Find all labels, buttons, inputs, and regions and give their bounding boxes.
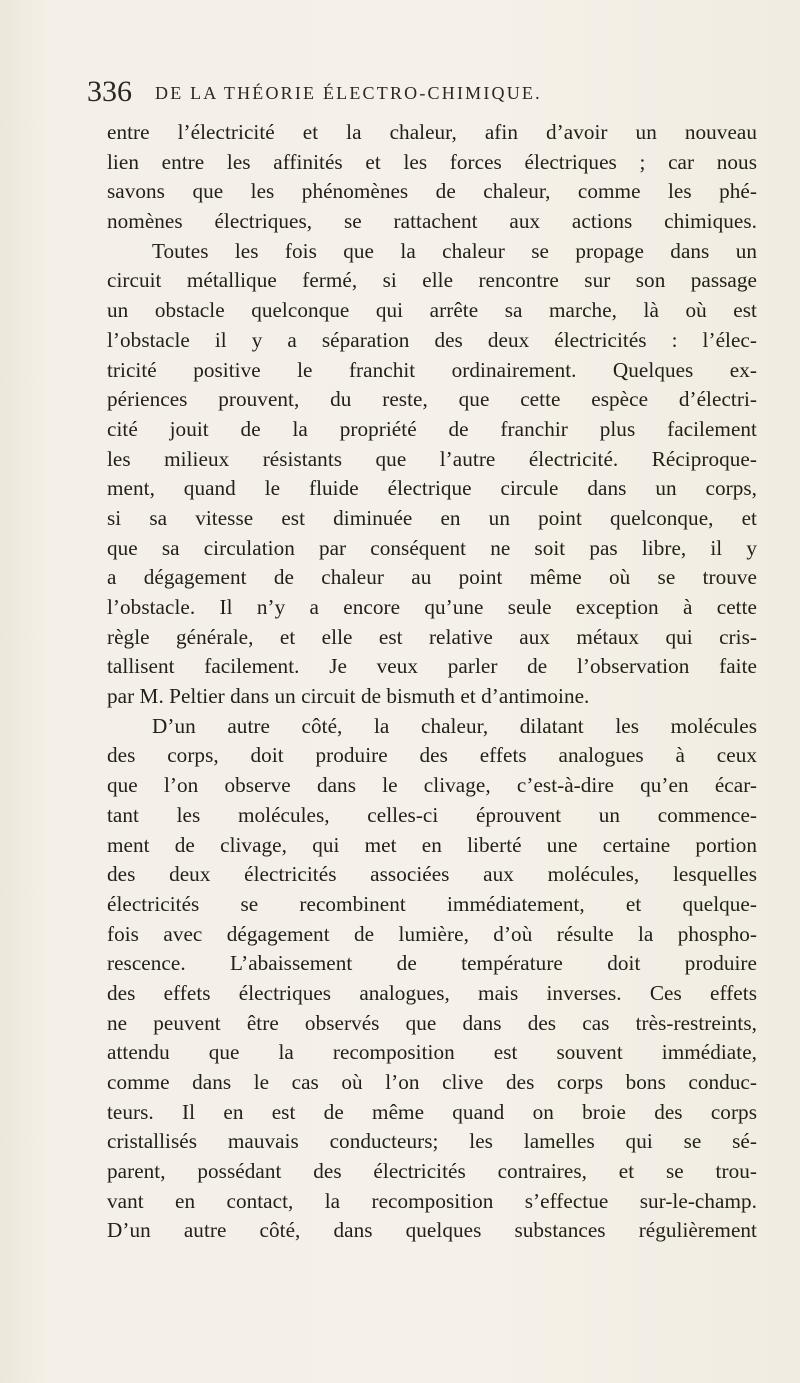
text-line: tallisent facilement. Je veux parler de l’observation faite bbox=[107, 654, 757, 679]
text-line: D’un autre côté, dans quelques substances régulièrement bbox=[107, 1218, 757, 1243]
text-line: cristallisés mauvais conducteurs; les lamelles qui se sé- bbox=[107, 1129, 757, 1154]
text-line: parent, possédant des électricités contraires, et se trou- bbox=[107, 1159, 757, 1184]
text-line: tricité positive le franchit ordinairement. Quelques ex- bbox=[107, 357, 757, 382]
text-line: ment, quand le fluide électrique circule dans un corps, bbox=[107, 476, 757, 501]
text-line: circuit métallique fermé, si elle rencontre sur son passage bbox=[107, 268, 757, 293]
text-line: attendu que la recomposition est souvent immédiate, bbox=[107, 1040, 757, 1065]
text-line: ment de clivage, qui met en liberté une certaine portion bbox=[107, 832, 757, 857]
text-line: que sa circulation par conséquent ne soit pas libre, il y bbox=[107, 535, 757, 560]
text-line: périences prouvent, du reste, que cette espèce d’électri- bbox=[107, 387, 757, 412]
text-line: a dégagement de chaleur au point même où se trouve bbox=[107, 565, 757, 590]
text-line: lien entre les affinités et les forces électriques ; car nous bbox=[107, 149, 757, 174]
text-line: électricités se recombinent immédiatement, et quelque- bbox=[107, 891, 757, 916]
text-line: un obstacle quelconque qui arrête sa marche, là où est bbox=[107, 298, 757, 323]
text-line: entre l’électricité et la chaleur, afin d’avoir un nouveau bbox=[107, 120, 757, 144]
running-head bbox=[87, 72, 747, 112]
page-number: 336 bbox=[87, 75, 132, 108]
text-line: règle générale, et elle est relative aux métaux qui cris- bbox=[107, 624, 757, 649]
body-text bbox=[107, 118, 757, 1246]
text-line: ne peuvent être observés que dans des cas très-restreints, bbox=[107, 1010, 757, 1035]
text-line: fois avec dégagement de lumière, d’où résulte la phospho- bbox=[107, 921, 757, 946]
text-line: tant les molécules, celles-ci éprouvent un commence- bbox=[107, 802, 757, 827]
text-line: savons que les phénomènes de chaleur, comme les phé- bbox=[107, 179, 757, 204]
text-line: des corps, doit produire des effets analogues à ceux bbox=[107, 743, 757, 768]
text-line: des effets électriques analogues, mais inverses. Ces effets bbox=[107, 980, 757, 1005]
text-line: si sa vitesse est diminuée en un point quelconque, et bbox=[107, 505, 757, 530]
text-line: cité jouit de la propriété de franchir plus facilement bbox=[107, 416, 757, 441]
text-line: vant en contact, la recomposition s’effectue sur-le-champ. bbox=[107, 1188, 757, 1213]
text-line: des deux électricités associées aux molécules, lesquelles bbox=[107, 862, 757, 887]
text-line: teurs. Il en est de même quand on broie des corps bbox=[107, 1099, 757, 1124]
text-line: l’obstacle. Il n’y a encore qu’une seule exception à cette bbox=[107, 595, 757, 619]
text-line: que l’on observe dans le clivage, c’est-à-dire qu’en écar- bbox=[107, 773, 757, 798]
running-title: DE LA THÉORIE ÉLECTRO-CHIMIQUE. bbox=[155, 83, 542, 103]
text-line: par M. Peltier dans un circuit de bismuth et d’antimoine. bbox=[107, 684, 590, 709]
text-line: rescence. L’abaissement de température doit produire bbox=[107, 951, 757, 976]
text-line: comme dans le cas où l’on clive des corps bons conduc- bbox=[107, 1070, 757, 1094]
text-line: nomènes électriques, se rattachent aux actions chimiques. bbox=[107, 209, 757, 234]
text-line: les milieux résistants que l’autre électricité. Réciproque- bbox=[107, 446, 757, 471]
paragraph-start-line: D’un autre côté, la chaleur, dilatant les molécules bbox=[152, 713, 757, 738]
text-line: l’obstacle il y a séparation des deux électricités : l’élec- bbox=[107, 327, 757, 352]
paragraph-start-line: Toutes les fois que la chaleur se propage dans un bbox=[152, 238, 757, 263]
